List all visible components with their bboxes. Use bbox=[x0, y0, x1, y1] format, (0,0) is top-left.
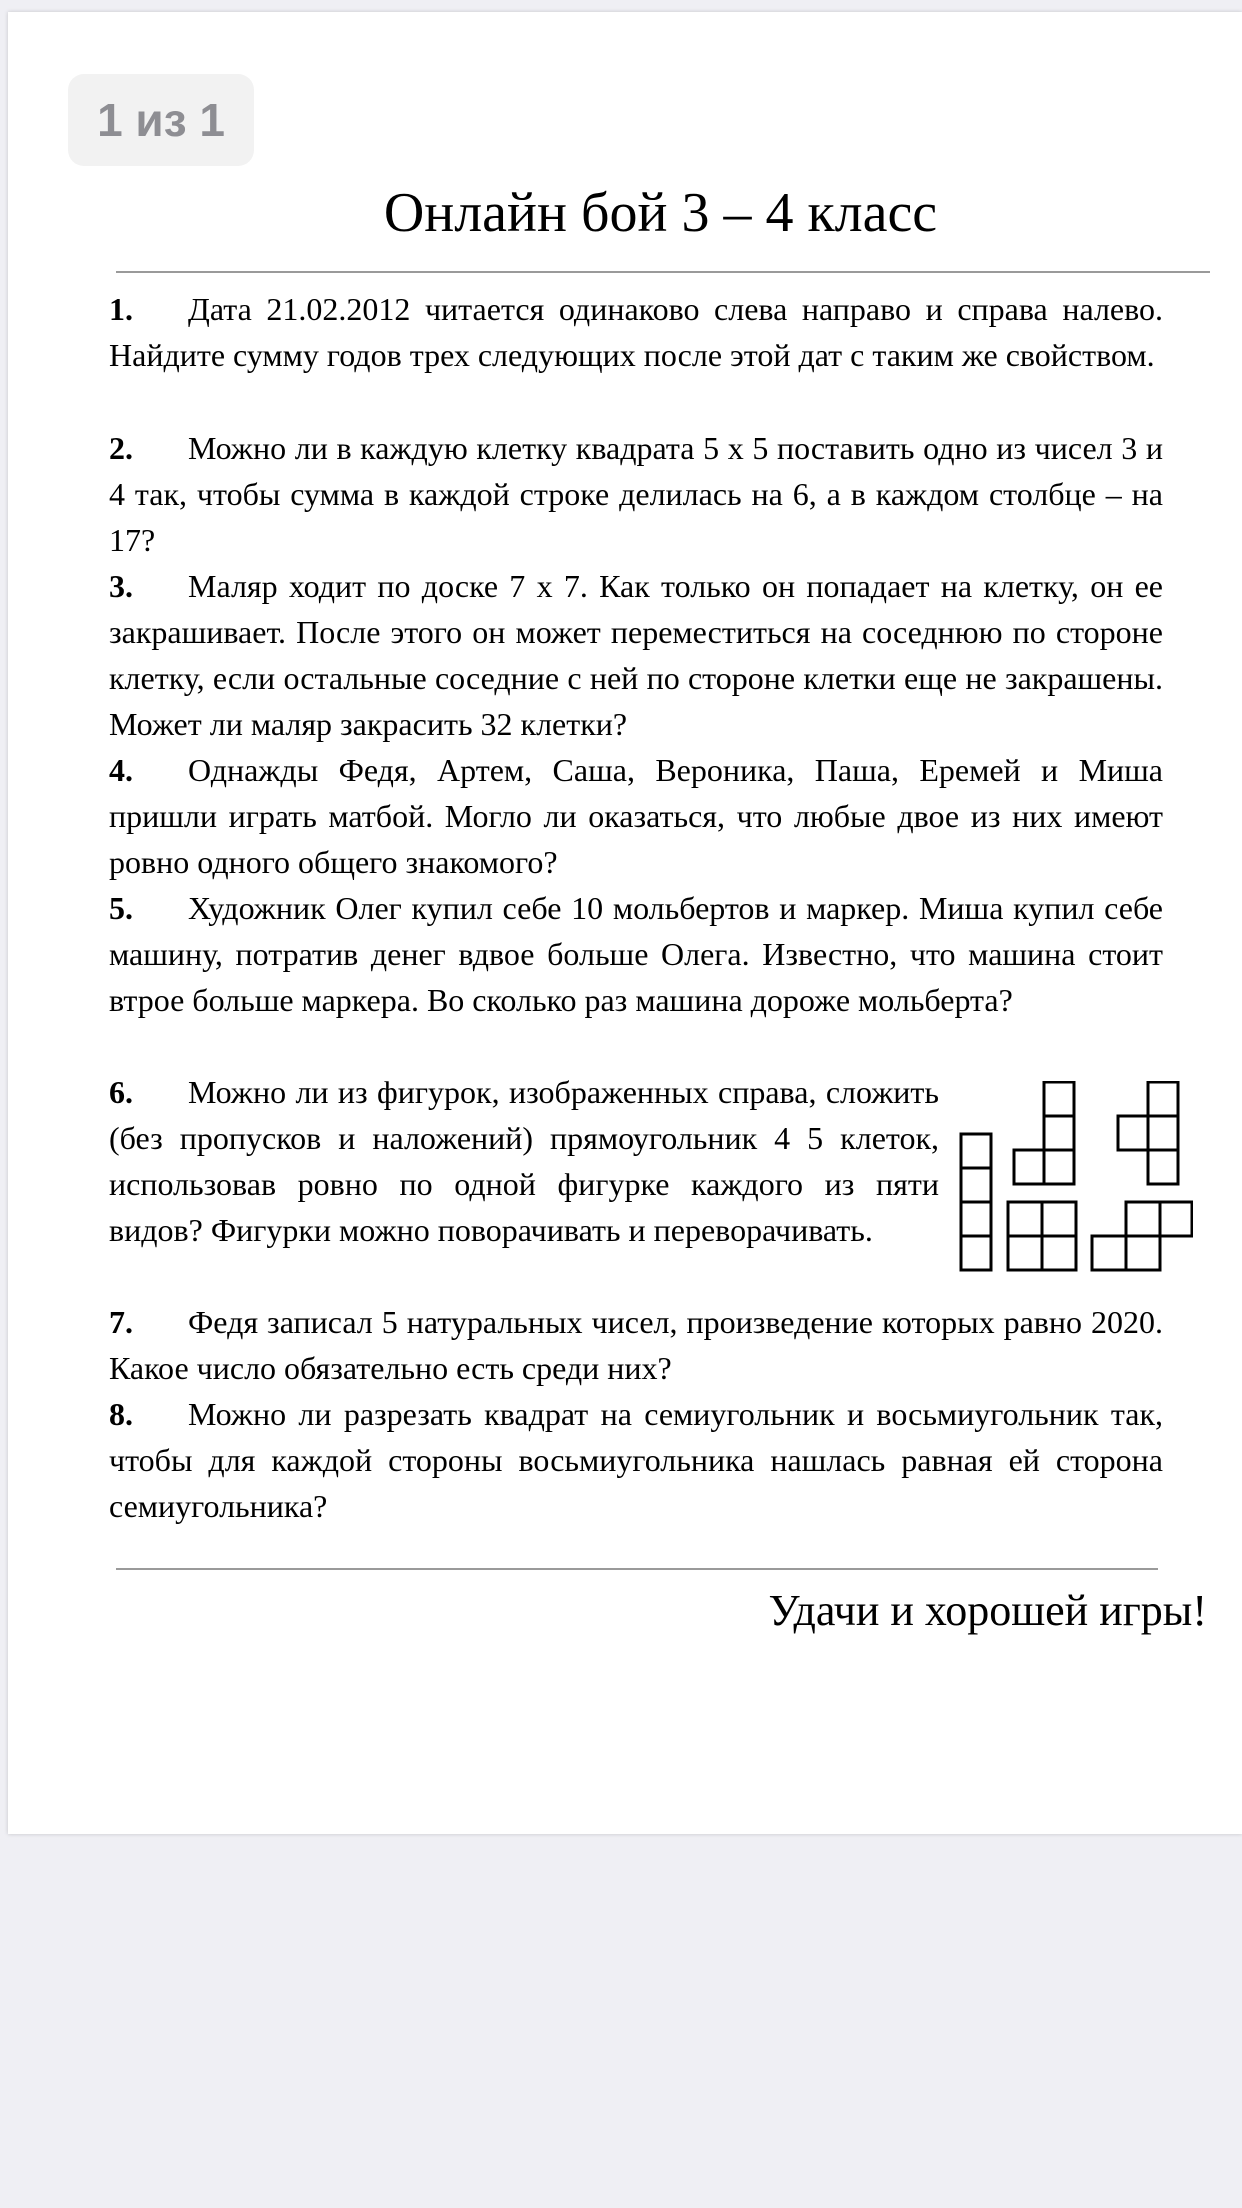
closing-message: Удачи и хорошей игры! bbox=[768, 1586, 1207, 1635]
problem-4 bbox=[109, 747, 1163, 885]
problem-number: 7. bbox=[109, 1304, 133, 1340]
problem-text: Федя записал 5 натуральных чисел, произведение которых равно 2020. Какое число обязательно есть среди них? bbox=[109, 1304, 1163, 1386]
top-divider bbox=[116, 271, 1210, 273]
problem-number: 6. bbox=[109, 1074, 133, 1110]
problem-number: 4. bbox=[109, 752, 133, 788]
problem-number: 5. bbox=[109, 890, 133, 926]
problem-text: Можно ли из фигурок, изображенных справа, сложить (без пропусков и наложений) прямоугольник 4 5 клеток, использовав ровно по одной фигурке каждого из пяти видов? Фигурки можно поворачивать и переворачивать. bbox=[109, 1074, 939, 1248]
problem-6 bbox=[109, 1069, 939, 1253]
problem-text: Маляр ходит по доске 7 х 7. Как только он попадает на клетку, он ее закрашивает. После этого он может переместиться на соседнюю по стороне клетку, если остальные соседние с ней по стороне клетки еще не закрашены. Может ли маляр закрасить 32 клетки? bbox=[109, 568, 1163, 742]
problem-7 bbox=[109, 1299, 1163, 1391]
figure-t-tetromino bbox=[1118, 1082, 1178, 1184]
problem-5 bbox=[109, 885, 1163, 1023]
problem-text: Можно ли разрезать квадрат на семиугольник и восьмиугольник так, чтобы для каждой стороны восьмиугольника нашлась равная ей сторона семиугольника? bbox=[109, 1396, 1163, 1524]
figure-s-tetromino bbox=[1092, 1202, 1192, 1270]
problem-number: 2. bbox=[109, 430, 133, 466]
problem-2 bbox=[109, 425, 1163, 563]
problem-text: Дата 21.02.2012 читается одинаково слева направо и справа налево. Найдите сумму годов трех следующих после этой дат с таким же свойством. bbox=[109, 291, 1163, 373]
bottom-divider bbox=[116, 1568, 1158, 1570]
polyomino-figures bbox=[958, 1081, 1193, 1273]
problem-8 bbox=[109, 1391, 1163, 1529]
page-counter: 1 из 1 bbox=[68, 74, 254, 166]
problem-1 bbox=[109, 286, 1163, 378]
figure-o-tetromino bbox=[1008, 1202, 1076, 1270]
problem-text: Художник Олег купил себе 10 мольбертов и маркер. Миша купил себе машину, потратив денег вдвое больше Олега. Известно, что машина стоит втрое больше маркера. Во сколько раз машина дороже мольберта? bbox=[109, 890, 1163, 1018]
problem-number: 8. bbox=[109, 1396, 133, 1432]
figure-i-pentomino bbox=[961, 1134, 991, 1270]
problem-number: 1. bbox=[109, 291, 133, 327]
problem-number: 3. bbox=[109, 568, 133, 604]
problem-3 bbox=[109, 563, 1163, 747]
problem-text: Можно ли в каждую клетку квадрата 5 х 5 поставить одно из чисел 3 и 4 так, чтобы сумма в каждой строке делилась на 6, а в каждом столбце – на 17? bbox=[109, 430, 1163, 558]
document-page bbox=[8, 12, 1242, 1834]
figure-l-tetromino bbox=[1014, 1082, 1074, 1184]
document-title: Онлайн бой 3 – 4 класс bbox=[383, 182, 938, 244]
problem-text: Однажды Федя, Артем, Саша, Вероника, Паша, Еремей и Миша пришли играть матбой. Могло ли оказаться, что любые двое из них имеют ровно одного общего знакомого? bbox=[109, 752, 1163, 880]
